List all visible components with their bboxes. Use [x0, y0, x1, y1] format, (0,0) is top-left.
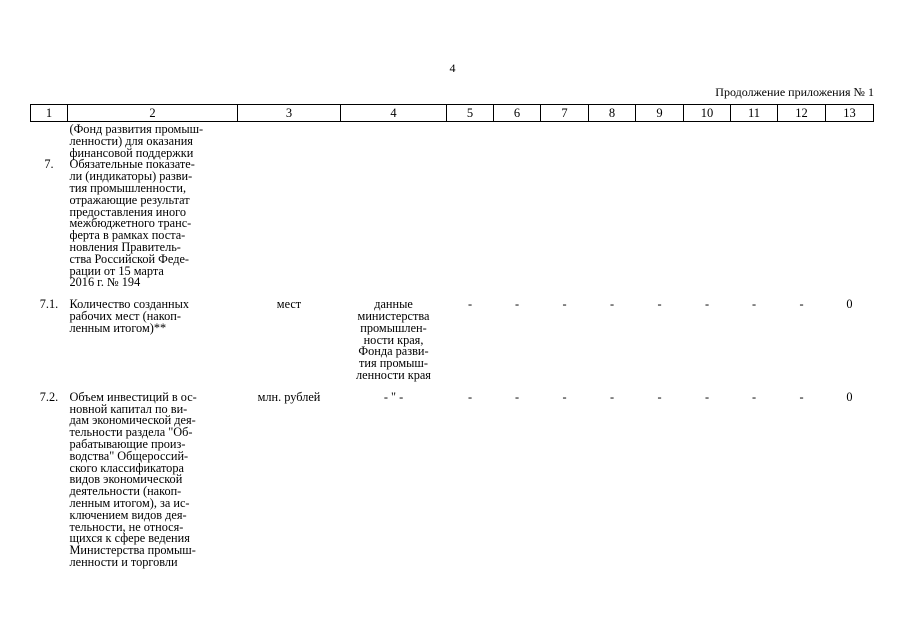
header-cell: 3: [238, 105, 341, 122]
indicator-name-line: Министерства промыш-: [69, 543, 196, 558]
value-cell: [589, 159, 636, 299]
source-line: Фонда разви-: [358, 344, 429, 359]
table-body: [31, 122, 874, 579]
indicator-name-line: ленным итогом)**: [69, 320, 167, 335]
value-cell: [826, 159, 874, 299]
indicator-name-line: новной капитал по ви-: [69, 401, 188, 416]
header-row: [31, 105, 874, 122]
indicator-name-line: 2016 г. № 194: [69, 275, 141, 290]
value-cell: 0: [846, 389, 853, 404]
value-cell: [494, 159, 541, 299]
header-cell: 7: [541, 105, 589, 122]
header-cell: 12: [778, 105, 826, 122]
value-cell: [589, 122, 636, 160]
value-cell: -: [751, 389, 757, 404]
indicator-name-line: Объем инвестиций в ос-: [69, 389, 197, 404]
indicator-name-line: новления Правитель-: [69, 239, 181, 254]
indicator-name-line: отражающие результат: [69, 192, 190, 207]
value-cell: [731, 159, 778, 299]
indicator-name-line: финансовой поддержки: [69, 145, 194, 160]
value-cell: [447, 122, 494, 160]
value-cell: -: [562, 389, 567, 404]
indicator-name-line: деятельности (накоп-: [69, 484, 182, 499]
indicator-name-line: рации от 15 марта: [69, 263, 164, 278]
table-row: [31, 299, 874, 392]
value-cell: [494, 122, 541, 160]
value-cell: -: [514, 389, 520, 404]
table-row: [31, 392, 874, 579]
page-number: 4: [449, 61, 456, 75]
indicator-name-line: ленности) для оказания: [69, 133, 193, 148]
value-cell: [731, 122, 778, 160]
indicator-name-line: тельности, не относя-: [69, 519, 184, 534]
header-cell: 8: [589, 105, 636, 122]
header-cell: 5: [447, 105, 494, 122]
indicator-name-line: щихся к сфере ведения: [69, 531, 190, 546]
value-cell: [447, 159, 494, 299]
continuation-label: Продолжение приложения № 1: [715, 85, 874, 99]
value-cell: -: [704, 297, 710, 312]
header-cell: 10: [684, 105, 731, 122]
value-cell: [684, 159, 731, 299]
indicator-name-line: тельности раздела "Об-: [69, 425, 193, 440]
indicator-name: [68, 389, 238, 579]
indicator-name-line: рабочих мест (накоп-: [69, 308, 181, 323]
source-line: министерства: [357, 308, 430, 323]
row-number: 7.: [44, 157, 54, 172]
table-row: [31, 159, 874, 299]
value-cell: -: [657, 389, 662, 404]
indicator-name-line: тия промышленности,: [69, 180, 187, 195]
value-cell: -: [609, 297, 615, 312]
value-cell: [541, 122, 589, 160]
value-cell: -: [799, 297, 804, 312]
source-line: - " -: [383, 389, 404, 404]
header-cell: 4: [341, 105, 447, 122]
header-cell: 11: [731, 105, 778, 122]
source-cell: [341, 122, 447, 160]
source-line: ленности края: [356, 367, 431, 382]
unit-cell: [238, 122, 341, 160]
row-number: 7.2.: [39, 389, 59, 404]
source-cell: [341, 299, 447, 392]
header-cell: 1: [31, 105, 68, 122]
value-cell: -: [467, 297, 473, 312]
value-cell: [541, 159, 589, 299]
value-cell: [636, 159, 684, 299]
source-cell: [341, 159, 447, 299]
value-cell: [778, 159, 826, 299]
source-line: ности края,: [363, 332, 424, 347]
indicator-name-line: ли (индикаторы) разви-: [69, 169, 193, 184]
value-cell: -: [514, 297, 520, 312]
indicator-name-line: ского классификатора: [69, 460, 184, 475]
header-cell: 2: [68, 105, 238, 122]
value-cell: -: [704, 389, 710, 404]
source-line: данные: [374, 297, 413, 312]
indicator-name-line: водства" Общероссий-: [69, 448, 189, 463]
header-cell: 6: [494, 105, 541, 122]
indicator-name: [68, 159, 238, 299]
indicator-name-line: предоставления иного: [69, 204, 187, 219]
source-line: промышлен-: [360, 320, 427, 335]
indicator-name-line: ленности и торговли: [69, 554, 178, 569]
value-cell: [778, 122, 826, 160]
indicator-name-line: Обязательные показате-: [69, 157, 195, 172]
table-row: [31, 122, 874, 160]
value-cell: -: [799, 389, 804, 404]
indicator-name-line: (Фонд развития промыш-: [69, 122, 204, 136]
value-cell: -: [562, 297, 567, 312]
header-cell: 9: [636, 105, 684, 122]
value-cell: -: [751, 297, 757, 312]
unit-cell: мест: [276, 297, 302, 312]
value-cell: [684, 122, 731, 160]
value-cell: -: [657, 297, 662, 312]
row-number: 7.1.: [39, 297, 59, 312]
indicator-name-line: дам экономической дея-: [69, 413, 196, 428]
indicator-name-line: ства Российской Феде-: [69, 251, 190, 266]
indicator-name-line: рабатывающие произ-: [69, 436, 186, 451]
indicator-name: [68, 122, 238, 160]
value-cell: -: [609, 389, 615, 404]
indicator-name-line: видов экономической: [69, 472, 183, 487]
row-number: [31, 122, 68, 160]
header-cell: 13: [826, 105, 874, 122]
indicator-name-line: ключением видов дея-: [69, 507, 187, 522]
indicator-name: [68, 299, 238, 392]
value-cell: -: [467, 389, 473, 404]
source-line: тия промыш-: [359, 356, 428, 371]
indicator-name-line: межбюджетного транс-: [69, 216, 192, 231]
value-cell: [826, 122, 874, 160]
value-cell: [636, 122, 684, 160]
indicators-table: [30, 104, 874, 579]
indicator-name-line: ферта в рамках поста-: [69, 228, 186, 243]
indicator-name-line: Количество созданных: [69, 297, 190, 312]
unit-cell: млн. рублей: [257, 389, 321, 404]
source-cell: [341, 389, 447, 579]
unit-cell: [238, 159, 341, 299]
indicator-name-line: ленным итогом), за ис-: [69, 495, 190, 510]
value-cell: 0: [846, 297, 853, 312]
